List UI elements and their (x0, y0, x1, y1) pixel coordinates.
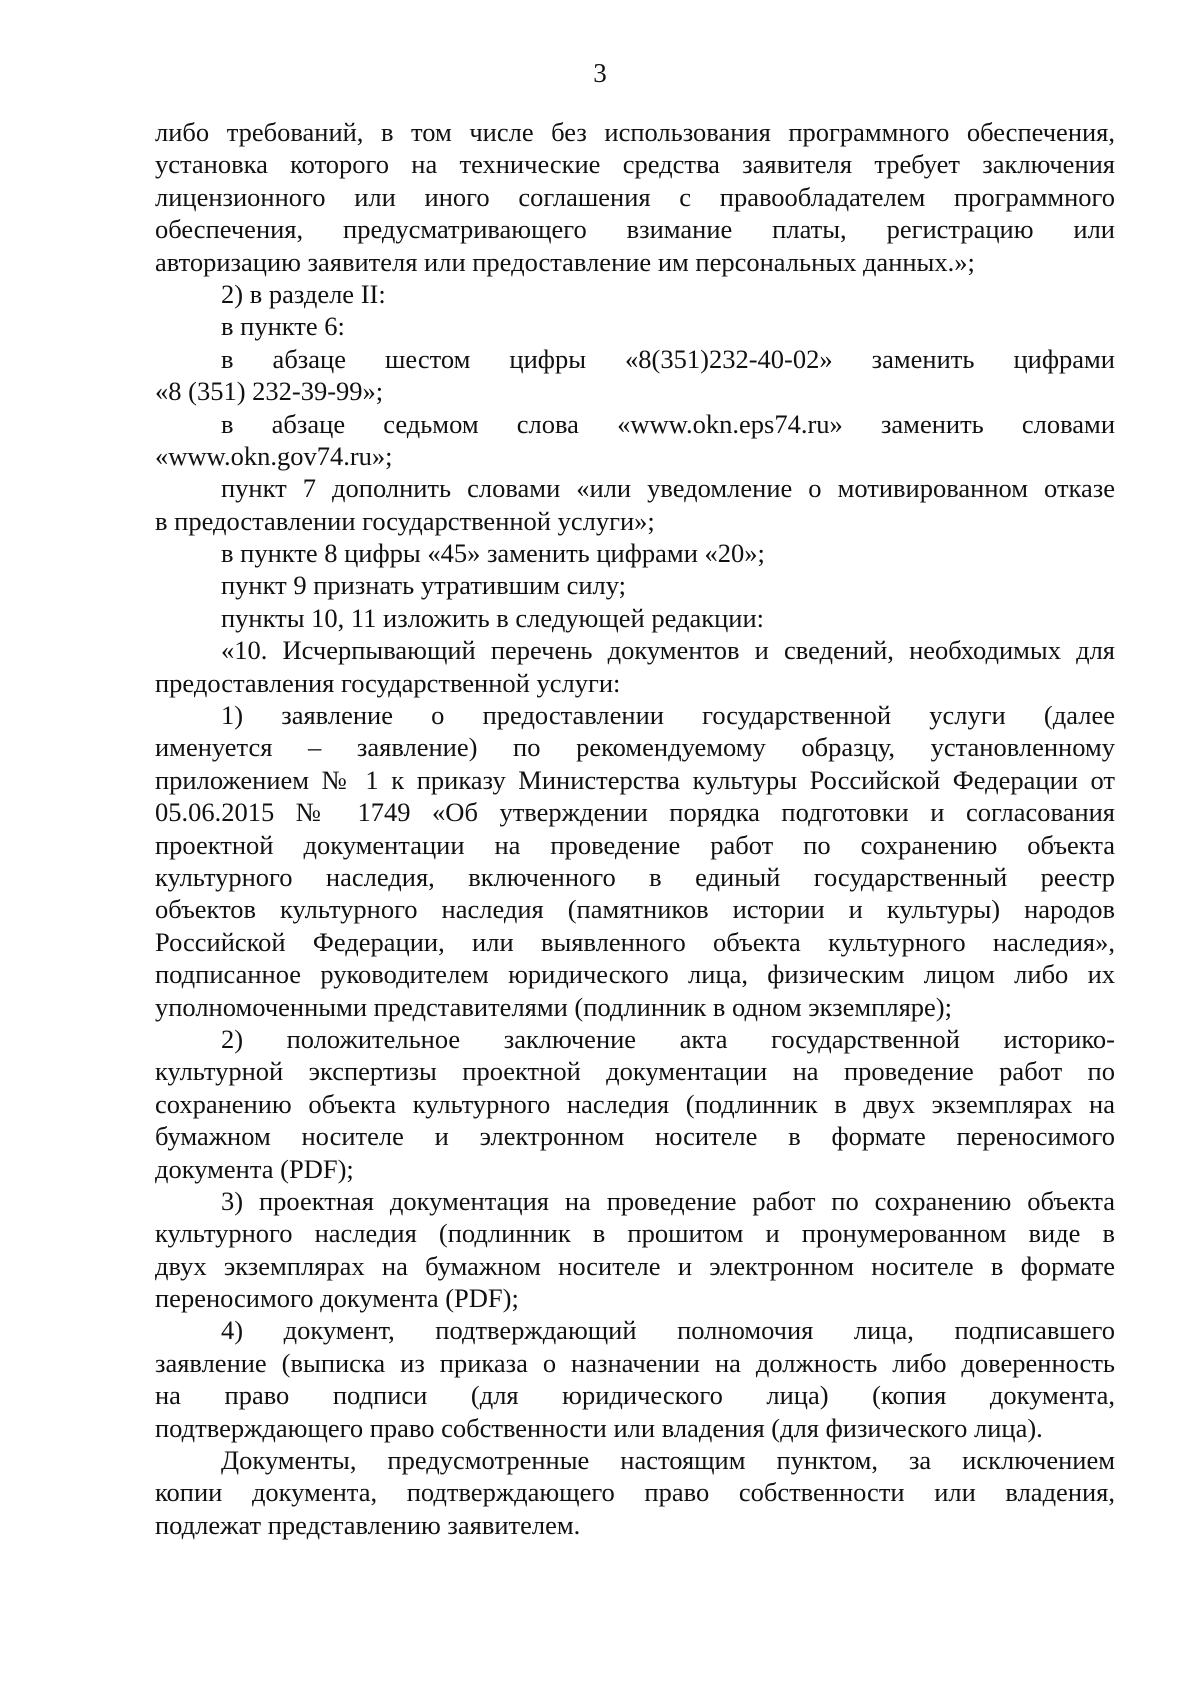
text-line: либо требований, в том числе без использования программного обеспечения, (155, 117, 1115, 147)
text-line: 2) положительное заключение акта государственной историко- (221, 1023, 1115, 1054)
text-line: подтверждающего право собственности или владения (для физического лица). (155, 1412, 1043, 1443)
text-line: проектной документации на проведение работ по сохранению объекта (155, 829, 1115, 860)
text-line: на право подписи (для юридического лица) (копия документа, (155, 1380, 1115, 1411)
document-body (155, 116, 1115, 1541)
text-line: пункты 10, 11 изложить в следующей редакции: (221, 602, 765, 633)
text-line: в абзаце седьмом слова «www.okn.eps74.ru» заменить словами (221, 408, 1115, 439)
text-line: пункт 7 дополнить словами «или уведомление о мотивированном отказе (221, 473, 1115, 504)
text-line: авторизацию заявителя или предоставление им персональных данных.»; (155, 246, 975, 277)
text-line: документа (PDF); (155, 1153, 354, 1184)
text-line: 05.06.2015 № 1749 «Об утверждении порядка подготовки и согласования (155, 797, 1115, 828)
text-line: 2) в разделе II: (221, 278, 386, 309)
text-line: культурного наследия, включенного в единый государственный реестр (155, 861, 1115, 892)
text-line: «8 (351) 232-39-99»; (155, 376, 384, 407)
text-line: Российской Федерации, или выявленного объекта культурного наследия», (155, 926, 1115, 957)
text-line: сохранению объекта культурного наследия (подлинник в двух экземплярах на (155, 1088, 1115, 1119)
text-line: приложением № 1 к приказу Министерства культуры Российской Федерации от (155, 764, 1115, 795)
page-number: 3 (593, 58, 607, 88)
text-line: подлежат представлению заявителем. (155, 1509, 581, 1540)
text-line: «10. Исчерпывающий перечень документов и сведений, необходимых для (221, 635, 1115, 666)
text-line: 1) заявление о предоставлении государственной услуги (далее (221, 700, 1115, 731)
text-line: подписанное руководителем юридического лица, физическим лицом либо их (155, 959, 1115, 990)
text-line: двух экземплярах на бумажном носителе и электронном носителе в формате (155, 1250, 1115, 1281)
text-line: в абзаце шестом цифры «8(351)232-40-02» заменить цифрами (221, 343, 1115, 374)
text-line: установка которого на технические средства заявителя требует заключения (155, 149, 1115, 180)
text-line: лицензионного или иного соглашения с правообладателем программного (155, 181, 1115, 212)
text-line: уполномоченными представителями (подлинник в одном экземпляре); (155, 991, 952, 1022)
text-line: культурной экспертизы проектной документации на проведение работ по (155, 1056, 1115, 1087)
text-line: культурного наследия (подлинник в прошитом и пронумерованном виде в (155, 1218, 1115, 1249)
text-line: обеспечения, предусматривающего взимание платы, регистрацию или (155, 214, 1115, 245)
text-line: в пункте 6: (221, 311, 345, 342)
text-line: именуется – заявление) по рекомендуемому образцу, установленному (155, 732, 1115, 763)
text-line: объектов культурного наследия (памятников истории и культуры) народов (155, 894, 1115, 925)
text-line: 3) проектная документация на проведение работ по сохранению объекта (221, 1185, 1115, 1216)
text-line: бумажном носителе и электронном носителе в формате переносимого (155, 1121, 1115, 1152)
text-line: пункт 9 признать утратившим силу; (221, 570, 627, 601)
text-line: в предоставлении государственной услуги»; (155, 505, 655, 536)
text-line: копии документа, подтверждающего право собственности или владения, (155, 1477, 1115, 1508)
text-line: в пункте 8 цифры «45» заменить цифрами «20»; (221, 538, 765, 569)
text-line: 4) документ, подтверждающий полномочия лица, подписавшего (221, 1315, 1115, 1346)
text-line: предоставления государственной услуги: (155, 667, 621, 698)
text-line: «www.okn.gov74.ru»; (155, 440, 393, 471)
text-line: заявление (выписка из приказа о назначении на должность либо доверенность (155, 1347, 1115, 1378)
text-line: Документы, предусмотренные настоящим пунктом, за исключением (221, 1445, 1115, 1476)
text-line: переносимого документа (PDF); (155, 1283, 519, 1314)
